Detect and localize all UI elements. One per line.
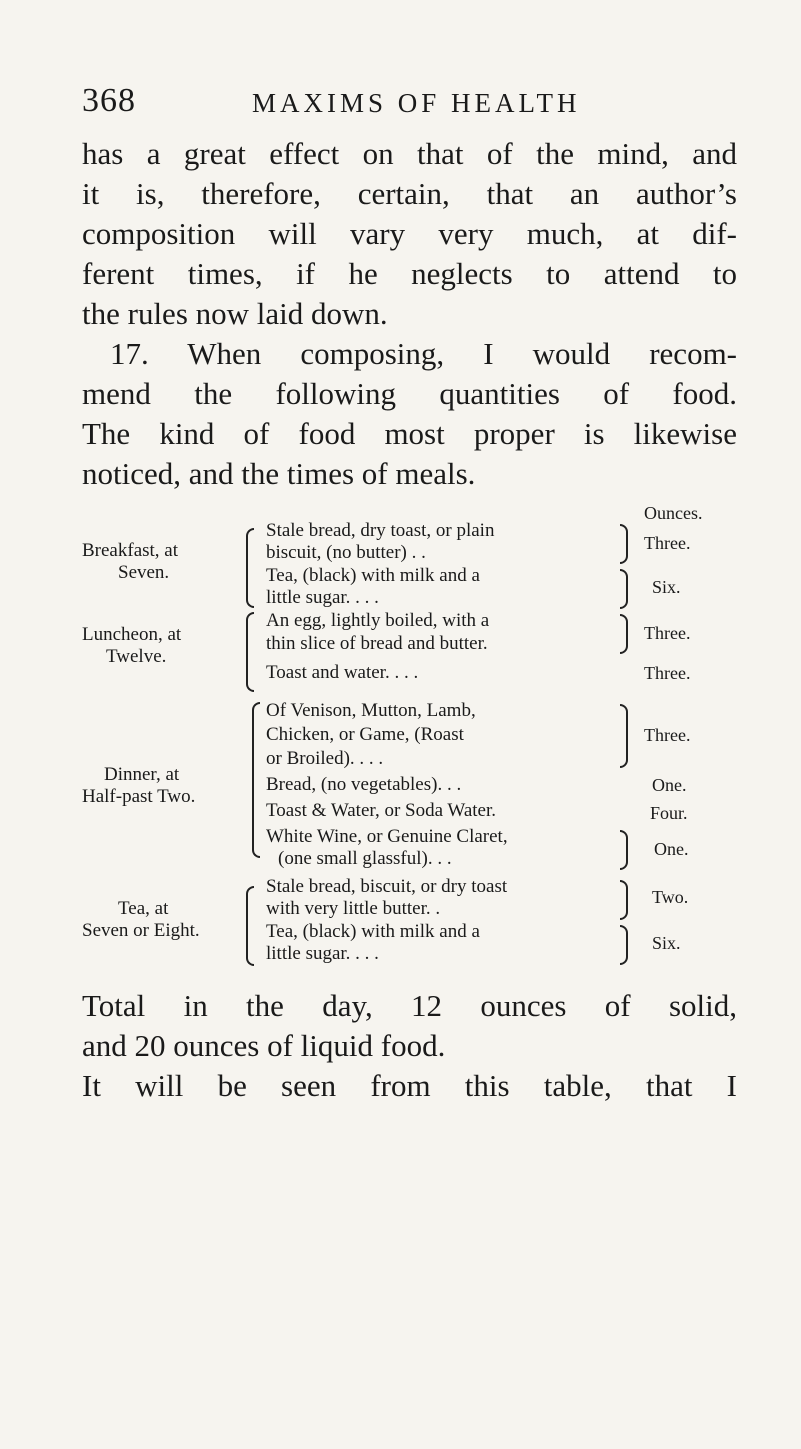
right-brace — [620, 704, 628, 768]
meal-label: Dinner, at — [104, 764, 180, 785]
right-brace — [620, 614, 628, 654]
text-line: noticed, and the times of meals. — [82, 456, 476, 491]
ounces-value: Three. — [644, 725, 691, 745]
ounces-value: Six. — [652, 933, 681, 953]
text-line: Total in the day, 12 ounces of solid, — [82, 988, 737, 1023]
meal-label: Luncheon, at — [82, 624, 182, 645]
paragraph-2 — [82, 334, 737, 494]
ounces-value: One. — [652, 775, 687, 795]
food-item: (one small glassful). . . — [278, 848, 452, 869]
paragraph-1 — [82, 134, 737, 334]
left-brace — [246, 612, 254, 692]
text-line: The kind of food most proper is likewise — [82, 416, 737, 451]
text-line: mend the following quantities of food. — [82, 376, 737, 411]
food-item: Tea, (black) with milk and a — [266, 565, 480, 586]
ounces-value: Two. — [652, 887, 689, 907]
right-brace — [620, 569, 628, 609]
right-brace — [620, 524, 628, 564]
column-header-ounces: Ounces. — [644, 503, 703, 523]
meal-label: Tea, at — [118, 898, 169, 919]
food-item: or Broiled). . . . — [266, 748, 384, 769]
food-item: Bread, (no vegetables). . . — [266, 774, 462, 795]
text-line: composition will vary very much, at dif- — [82, 216, 737, 251]
text-line: It will be seen from this table, that I — [82, 1068, 737, 1103]
meal-label: Half-past Two. — [82, 786, 196, 807]
food-item: Chicken, or Game, (Roast — [266, 724, 464, 745]
ounces-value: Three. — [644, 623, 691, 643]
food-item: thin slice of bread and butter. — [266, 633, 488, 654]
running-title: MAXIMS OF HEALTH — [252, 88, 581, 118]
food-item: An egg, lightly boiled, with a — [266, 610, 490, 631]
left-brace — [252, 702, 260, 858]
paragraph-3 — [82, 986, 737, 1106]
ounces-value: Three. — [644, 663, 691, 683]
food-item: biscuit, (no butter) . . — [266, 542, 426, 563]
food-item: Toast & Water, or Soda Water. — [266, 800, 497, 821]
food-item: little sugar. . . . — [266, 943, 379, 964]
food-item: Tea, (black) with milk and a — [266, 921, 480, 942]
text-line: the rules now laid down. — [82, 296, 388, 331]
meal-label: Seven or Eight. — [82, 920, 200, 941]
ounces-value: Four. — [650, 803, 688, 823]
meal-label: Breakfast, at — [82, 540, 179, 561]
food-item: White Wine, or Genuine Claret, — [266, 826, 508, 847]
food-item: Stale bread, dry toast, or plain — [266, 520, 495, 541]
left-brace — [246, 528, 254, 608]
food-item: Toast and water. . . . — [266, 662, 419, 683]
text-line: it is, therefore, certain, that an author’s — [82, 176, 737, 211]
food-item: Of Venison, Mutton, Lamb, — [266, 700, 476, 721]
food-item: with very little butter. . — [266, 898, 441, 919]
running-head — [82, 82, 762, 122]
right-brace — [620, 830, 628, 870]
text-line: has a great effect on that of the mind, and — [82, 136, 737, 171]
ounces-value: Three. — [644, 533, 691, 553]
text-line: and 20 ounces of liquid food. — [82, 1028, 446, 1063]
food-item: Stale bread, biscuit, or dry toast — [266, 876, 508, 897]
meal-label: Seven. — [118, 562, 170, 583]
food-item: little sugar. . . . — [266, 587, 379, 608]
meal-label: Twelve. — [106, 646, 167, 667]
text-line: ferent times, if he neglects to attend to — [82, 256, 737, 291]
right-brace — [620, 925, 628, 965]
ounces-value: One. — [654, 839, 689, 859]
ounces-value: Six. — [652, 577, 681, 597]
page-number: 368 — [82, 82, 136, 119]
left-brace — [246, 886, 254, 966]
text-line: 17. When composing, I would recom- — [110, 336, 737, 371]
right-brace — [620, 880, 628, 920]
